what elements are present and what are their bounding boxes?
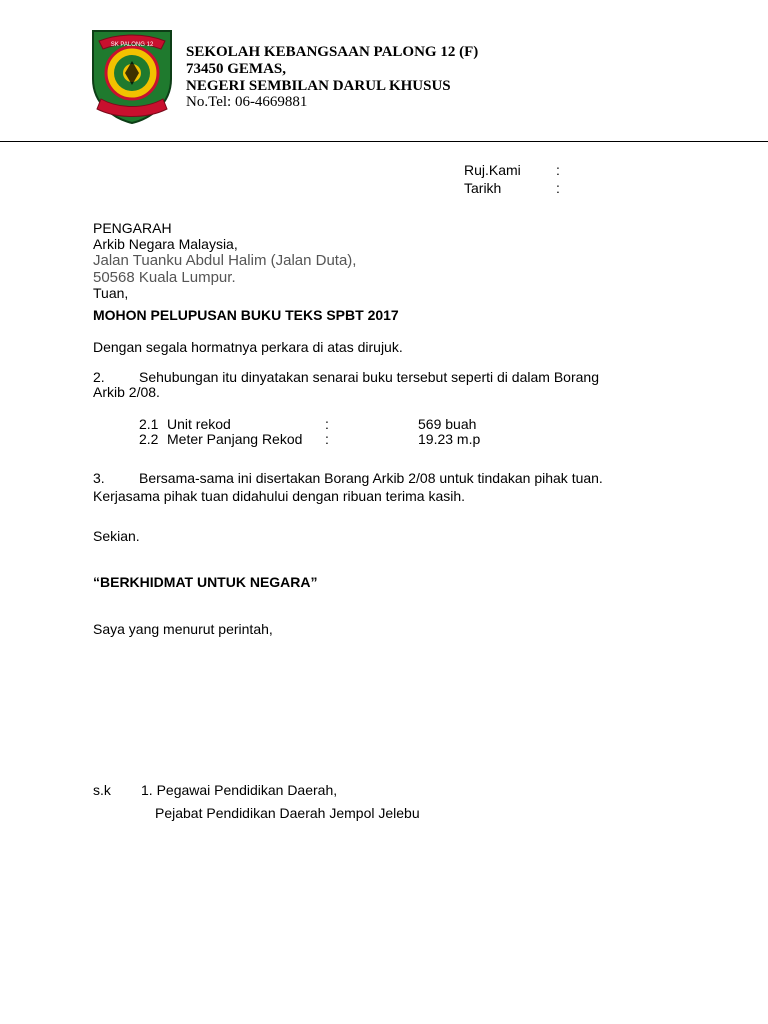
- paragraph-3-number: 3.: [93, 470, 105, 486]
- school-crest-icon: [89, 27, 175, 125]
- school-name: SEKOLAH KEBANGSAAN PALONG 12 (F): [186, 44, 479, 60]
- cc-item-1: 1. Pegawai Pendidikan Daerah,: [141, 782, 338, 798]
- ruj-label: Ruj.Kami: [464, 162, 521, 178]
- salutation: Tuan,: [93, 285, 129, 301]
- paragraph-3-line2: Kerjasama pihak tuan didahului dengan ribuan terima kasih.: [93, 488, 466, 504]
- recipient-title: PENGARAH: [93, 220, 172, 236]
- item-value: 569 buah: [418, 416, 477, 432]
- paragraph-2-line1: Sehubungan itu dinyatakan senarai buku tersebut seperti di dalam Borang: [139, 369, 599, 385]
- letter-subject: MOHON PELUPUSAN BUKU TEKS SPBT 2017: [93, 307, 399, 323]
- closing: Sekian.: [93, 528, 140, 544]
- school-postcode-town: 73450 GEMAS,: [186, 61, 287, 77]
- ruj-colon: :: [556, 162, 560, 178]
- item-number: 2.1: [139, 416, 159, 432]
- school-logo: [89, 27, 175, 125]
- paragraph-3-line1: Bersama-sama ini disertakan Borang Arkib 2/08 untuk tindakan pihak tuan.: [139, 470, 603, 486]
- svg-text:SK PALONG 12: SK PALONG 12: [110, 42, 154, 48]
- item-label: Unit rekod: [167, 416, 231, 432]
- tarikh-label: Tarikh: [464, 180, 502, 196]
- item-colon: :: [325, 431, 329, 447]
- paragraph-2-line2: Arkib 2/08.: [93, 384, 160, 400]
- paragraph-1: Dengan segala hormatnya perkara di atas dirujuk.: [93, 339, 403, 355]
- tarikh-colon: :: [556, 180, 560, 196]
- item-label: Meter Panjang Rekod: [167, 431, 303, 447]
- paragraph-2-number: 2.: [93, 369, 105, 385]
- recipient-street: Jalan Tuanku Abdul Halim (Jalan Duta),: [93, 252, 357, 269]
- cc-item-1-line2: Pejabat Pendidikan Daerah Jempol Jelebu: [155, 805, 420, 821]
- signoff: Saya yang menurut perintah,: [93, 621, 273, 637]
- item-colon: :: [325, 416, 329, 432]
- cc-label: s.k: [93, 782, 111, 798]
- item-value: 19.23 m.p: [418, 431, 481, 447]
- item-number: 2.2: [139, 431, 159, 447]
- recipient-city: 50568 Kuala Lumpur.: [93, 269, 236, 286]
- motto: “BERKHIDMAT UNTUK NEGARA”: [93, 574, 318, 590]
- header-divider: [0, 141, 768, 142]
- recipient-org: Arkib Negara Malaysia,: [93, 236, 238, 252]
- school-state: NEGERI SEMBILAN DARUL KHUSUS: [186, 78, 451, 94]
- school-phone: No.Tel: 06-4669881: [186, 94, 308, 110]
